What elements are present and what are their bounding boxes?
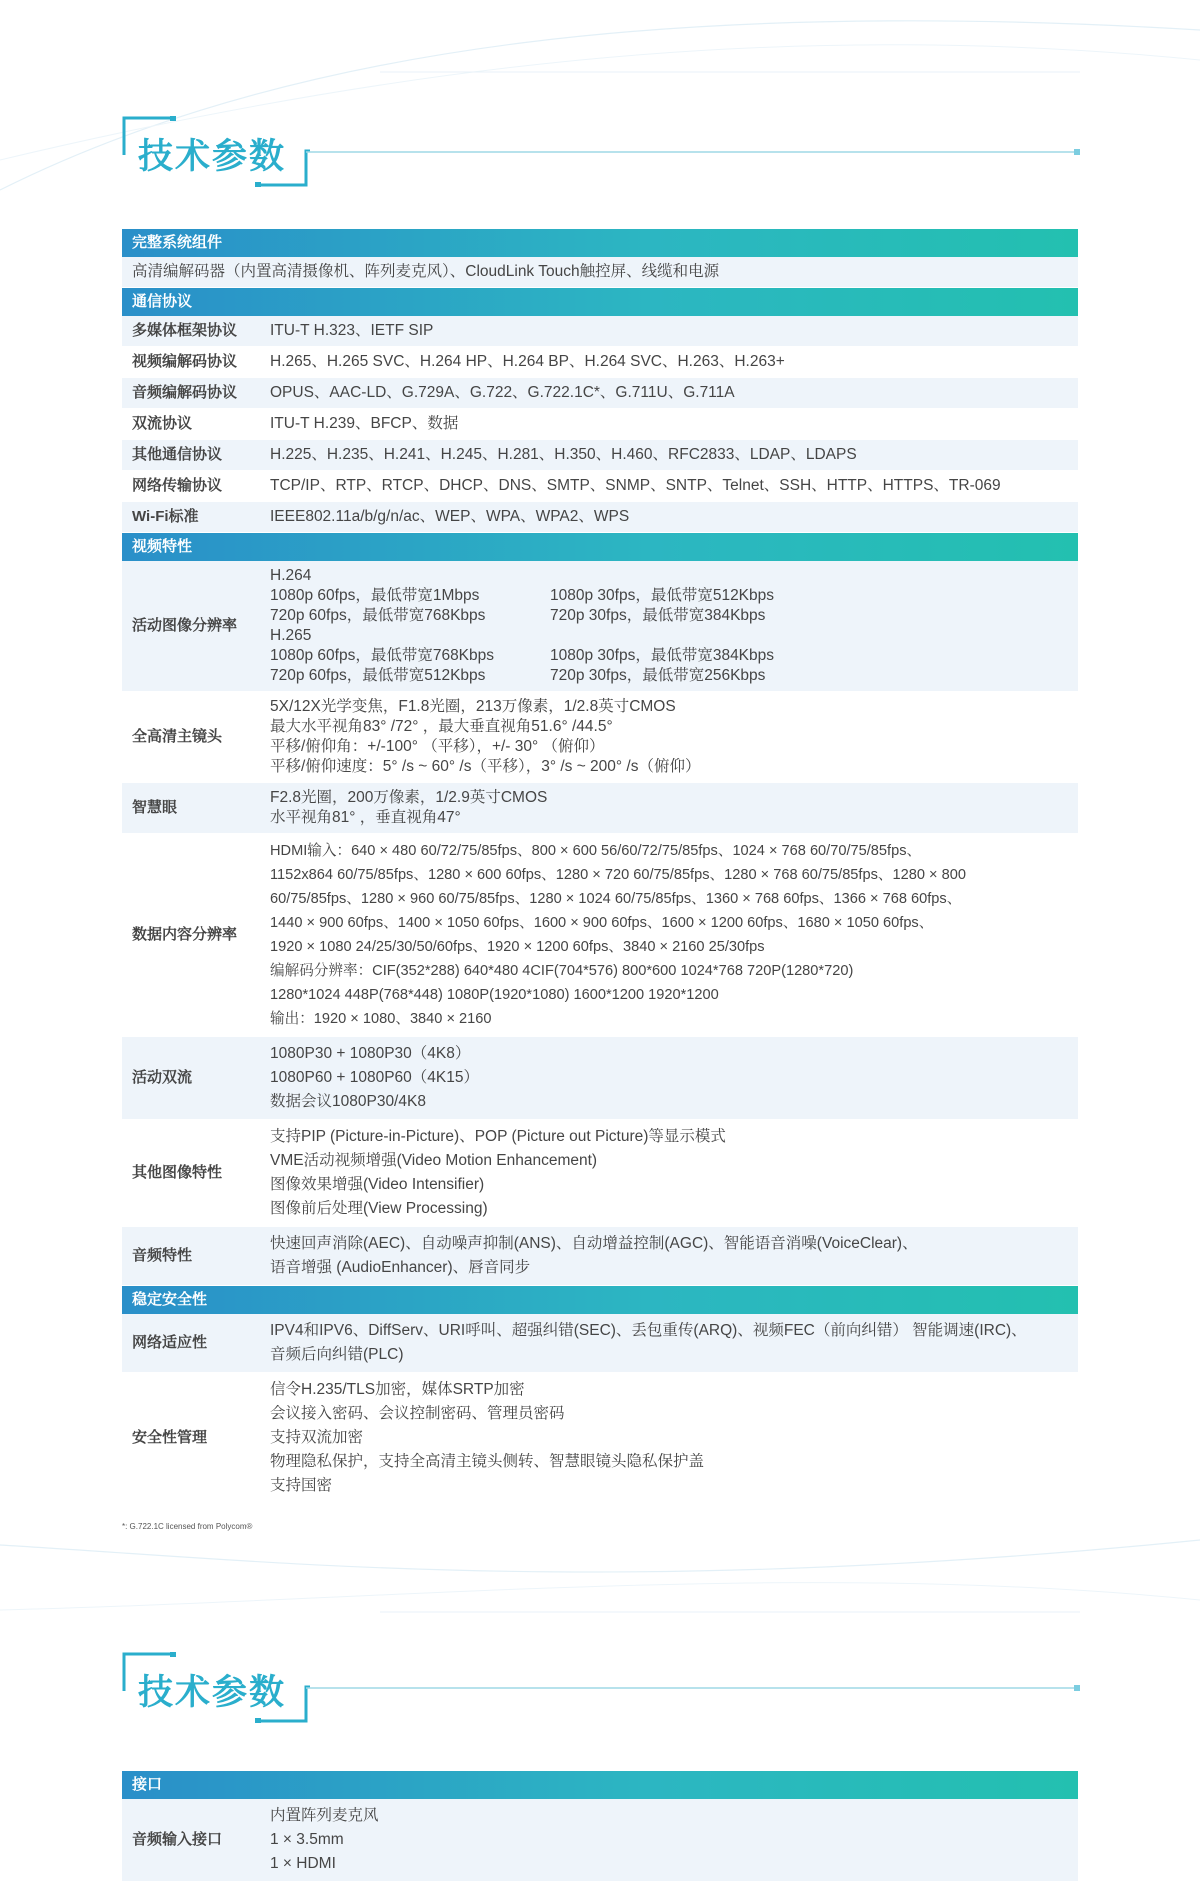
row-label: 其他通信协议 bbox=[122, 440, 260, 471]
resolution-cell: 720p 30fps，最低带宽256Kbps bbox=[550, 667, 766, 684]
resolution-cell: 720p 60fps，最低带宽768Kbps bbox=[270, 607, 486, 624]
row-label: 智慧眼 bbox=[122, 783, 260, 834]
table-row bbox=[122, 692, 1078, 783]
table-row bbox=[122, 1227, 1078, 1286]
row-label: 数据内容分辨率 bbox=[122, 834, 260, 1037]
spec-table-interface bbox=[122, 1771, 1078, 1882]
row-label: 其他图像特性 bbox=[122, 1120, 260, 1227]
row-value bbox=[260, 1314, 1078, 1373]
row-value bbox=[260, 834, 1078, 1037]
value-line: 支持国密 bbox=[270, 1477, 333, 1494]
section-title: 视频特性 bbox=[122, 533, 1078, 562]
spec-table bbox=[122, 229, 1078, 1504]
section-band-security bbox=[122, 1286, 1078, 1315]
value-line: 1 × 3.5mm bbox=[270, 1831, 344, 1848]
table-row bbox=[122, 1037, 1078, 1120]
resolution-pair bbox=[270, 666, 1068, 686]
row-label: 多媒体框架协议 bbox=[122, 316, 260, 347]
value-line: 输出：1920 × 1080、3840 × 2160 bbox=[270, 1011, 492, 1027]
table-row bbox=[122, 257, 1078, 288]
row-label: 活动双流 bbox=[122, 1037, 260, 1120]
value-line: 内置阵列麦克风 bbox=[270, 1807, 379, 1824]
value-line: 1280*1024 448P(768*448) 1080P(1920*1080) 1600*1200 1920*1200 bbox=[270, 987, 719, 1003]
page-title: 技术参数 bbox=[138, 137, 287, 177]
value-line: 音频后向纠错(PLC) bbox=[270, 1346, 404, 1363]
codec-name: H.265 bbox=[270, 627, 312, 644]
value-line: F2.8光圈，200万像素，1/2.9英寸CMOS bbox=[270, 789, 548, 806]
value-line: 支持双流加密 bbox=[270, 1429, 364, 1446]
table-row bbox=[122, 783, 1078, 834]
section-header bbox=[120, 1651, 1080, 1731]
value-line: 数据会议1080P30/4K8 bbox=[270, 1093, 426, 1110]
table-row bbox=[122, 1120, 1078, 1227]
value-line: 信令H.235/TLS加密，媒体SRTP加密 bbox=[270, 1381, 525, 1398]
row-value: H.225、H.235、H.241、H.245、H.281、H.350、H.460、RFC2833、LDAP、LDAPS bbox=[260, 440, 1078, 471]
row-label: 音频输入接口 bbox=[122, 1799, 260, 1882]
row-value bbox=[260, 1037, 1078, 1120]
row-label: 音频特性 bbox=[122, 1227, 260, 1286]
resolution-cell: 1080p 30fps，最低带宽384Kbps bbox=[550, 647, 775, 664]
table-row bbox=[122, 316, 1078, 347]
value-line: 最大水平视角83° /72° ，最大垂直视角51.6° /44.5° bbox=[270, 718, 613, 735]
row-value: IEEE802.11a/b/g/n/ac、WEP、WPA、WPA2、WPS bbox=[260, 502, 1078, 533]
resolution-cell: 1080p 60fps，最低带宽768Kbps bbox=[270, 647, 495, 664]
table-row bbox=[122, 1314, 1078, 1373]
value-line: 平移/俯仰角：+/-100° （平移），+/- 30° （俯仰） bbox=[270, 738, 605, 755]
row-label: 全高清主镜头 bbox=[122, 692, 260, 783]
row-label: 视频编解码协议 bbox=[122, 347, 260, 378]
resolution-cell: 720p 30fps，最低带宽384Kbps bbox=[550, 607, 766, 624]
value-line: 支持PIP (Picture-in-Picture)、POP (Picture out Picture)等显示模式 bbox=[270, 1128, 726, 1145]
row-value: TCP/IP、RTP、RTCP、DHCP、DNS、SMTP、SNMP、SNTP、Telnet、SSH、HTTP、HTTPS、TR-069 bbox=[260, 471, 1078, 502]
system-components-text: 高清编解码器（内置高清摄像机、阵列麦克风）、CloudLink Touch触控屏、线缆和电源 bbox=[122, 257, 1078, 288]
row-value bbox=[260, 692, 1078, 783]
section-title: 稳定安全性 bbox=[122, 1286, 1078, 1315]
section-title: 完整系统组件 bbox=[122, 229, 1078, 257]
section-header bbox=[120, 115, 1080, 195]
value-line: 物理隐私保护，支持全高清主镜头侧转、智慧眼镜头隐私保护盖 bbox=[270, 1453, 705, 1470]
value-line: 语音增强 (AudioEnhancer)、唇音同步 bbox=[270, 1259, 531, 1276]
value-line: IPV4和IPV6、DiffServ、URI呼叫、超强纠错(SEC)、丢包重传(ARQ)、视频FEC（前向纠错） 智能调速(IRC)、 bbox=[270, 1322, 1027, 1339]
codec-name: H.264 bbox=[270, 567, 312, 584]
section-band-system bbox=[122, 229, 1078, 257]
value-line: HDMI输入：640 × 480 60/72/75/85fps、800 × 600 56/60/72/75/85fps、1024 × 768 60/70/75/85fps、 bbox=[270, 843, 922, 859]
value-line: 1920 × 1080 24/25/30/50/60fps、1920 × 1200 60fps、3840 × 2160 25/30fps bbox=[270, 939, 765, 955]
row-value: ITU-T H.323、IETF SIP bbox=[260, 316, 1078, 347]
value-line: 图像效果增强(Video Intensifier) bbox=[270, 1176, 485, 1193]
value-line: 水平视角81° ，垂直视角47° bbox=[270, 809, 461, 826]
row-label: 安全性管理 bbox=[122, 1373, 260, 1504]
table-row bbox=[122, 561, 1078, 692]
table-row bbox=[122, 440, 1078, 471]
row-label: 网络传输协议 bbox=[122, 471, 260, 502]
value-line: 1152x864 60/75/85fps、1280 × 600 60fps、1280 × 720 60/75/85fps、1280 × 768 60/75/85fps、1280 × 800 bbox=[270, 867, 966, 883]
table-row bbox=[122, 378, 1078, 409]
value-line: VME活动视频增强(Video Motion Enhancement) bbox=[270, 1152, 598, 1169]
row-value: OPUS、AAC-LD、G.729A、G.722、G.722.1C*、G.711U、G.711A bbox=[260, 378, 1078, 409]
row-label: 音频编解码协议 bbox=[122, 378, 260, 409]
row-label: 活动图像分辨率 bbox=[122, 561, 260, 692]
table-row bbox=[122, 502, 1078, 533]
row-value bbox=[260, 1799, 1078, 1882]
page-title: 技术参数 bbox=[138, 1673, 287, 1713]
section-band-interface bbox=[122, 1771, 1078, 1799]
value-line: 60/75/85fps、1280 × 960 60/75/85fps、1280 × 1024 60/75/85fps、1360 × 768 60fps、1366 × 768 60fps、 bbox=[270, 891, 962, 907]
resolution-cell: 720p 60fps，最低带宽512Kbps bbox=[270, 667, 486, 684]
table-row bbox=[122, 409, 1078, 440]
resolution-cell: 1080p 60fps，最低带宽1Mbps bbox=[270, 587, 480, 604]
section-band-protocols bbox=[122, 288, 1078, 317]
row-label: 网络适应性 bbox=[122, 1314, 260, 1373]
value-line: 1080P60 + 1080P60（4K15） bbox=[270, 1069, 479, 1086]
row-value bbox=[260, 561, 1078, 692]
resolution-cell: 1080p 30fps，最低带宽512Kbps bbox=[550, 587, 775, 604]
value-line: 快速回声消除(AEC)、自动噪声抑制(ANS)、自动增益控制(AGC)、智能语音消噪(VoiceClear)、 bbox=[270, 1235, 918, 1252]
row-value bbox=[260, 1227, 1078, 1286]
table-row bbox=[122, 471, 1078, 502]
section-title: 通信协议 bbox=[122, 288, 1078, 317]
footnote: *: G.722.1C licensed from Polycom® bbox=[122, 1522, 253, 1531]
value-line: 图像前后处理(View Processing) bbox=[270, 1200, 488, 1217]
table-row bbox=[122, 347, 1078, 378]
resolution-pair bbox=[270, 586, 1068, 606]
row-label: Wi-Fi标准 bbox=[122, 502, 260, 533]
row-value bbox=[260, 1120, 1078, 1227]
resolution-pair bbox=[270, 606, 1068, 626]
row-value bbox=[260, 1373, 1078, 1504]
resolution-pair bbox=[270, 646, 1068, 666]
row-value: H.265、H.265 SVC、H.264 HP、H.264 BP、H.264 SVC、H.263、H.263+ bbox=[260, 347, 1078, 378]
value-line: 平移/俯仰速度：5° /s ~ 60° /s（平移），3° /s ~ 200° /s（俯仰） bbox=[270, 758, 701, 775]
value-line: 1440 × 900 60fps、1400 × 1050 60fps、1600 × 900 60fps、1600 × 1200 60fps、1680 × 1050 60fps、 bbox=[270, 915, 934, 931]
row-value bbox=[260, 783, 1078, 834]
table-row bbox=[122, 1799, 1078, 1882]
row-value: ITU-T H.239、BFCP、数据 bbox=[260, 409, 1078, 440]
value-line: 5X/12X光学变焦，F1.8光圈，213万像素，1/2.8英寸CMOS bbox=[270, 698, 676, 715]
table-row bbox=[122, 834, 1078, 1037]
row-label: 双流协议 bbox=[122, 409, 260, 440]
value-line: 编解码分辨率：CIF(352*288) 640*480 4CIF(704*576) 800*600 1024*768 720P(1280*720) bbox=[270, 963, 854, 979]
value-line: 1 × HDMI bbox=[270, 1855, 336, 1872]
value-line: 会议接入密码、会议控制密码、管理员密码 bbox=[270, 1405, 565, 1422]
value-line: 1080P30 + 1080P30（4K8） bbox=[270, 1045, 471, 1062]
section-band-video bbox=[122, 533, 1078, 562]
table-row bbox=[122, 1373, 1078, 1504]
section-title: 接口 bbox=[122, 1771, 1078, 1799]
